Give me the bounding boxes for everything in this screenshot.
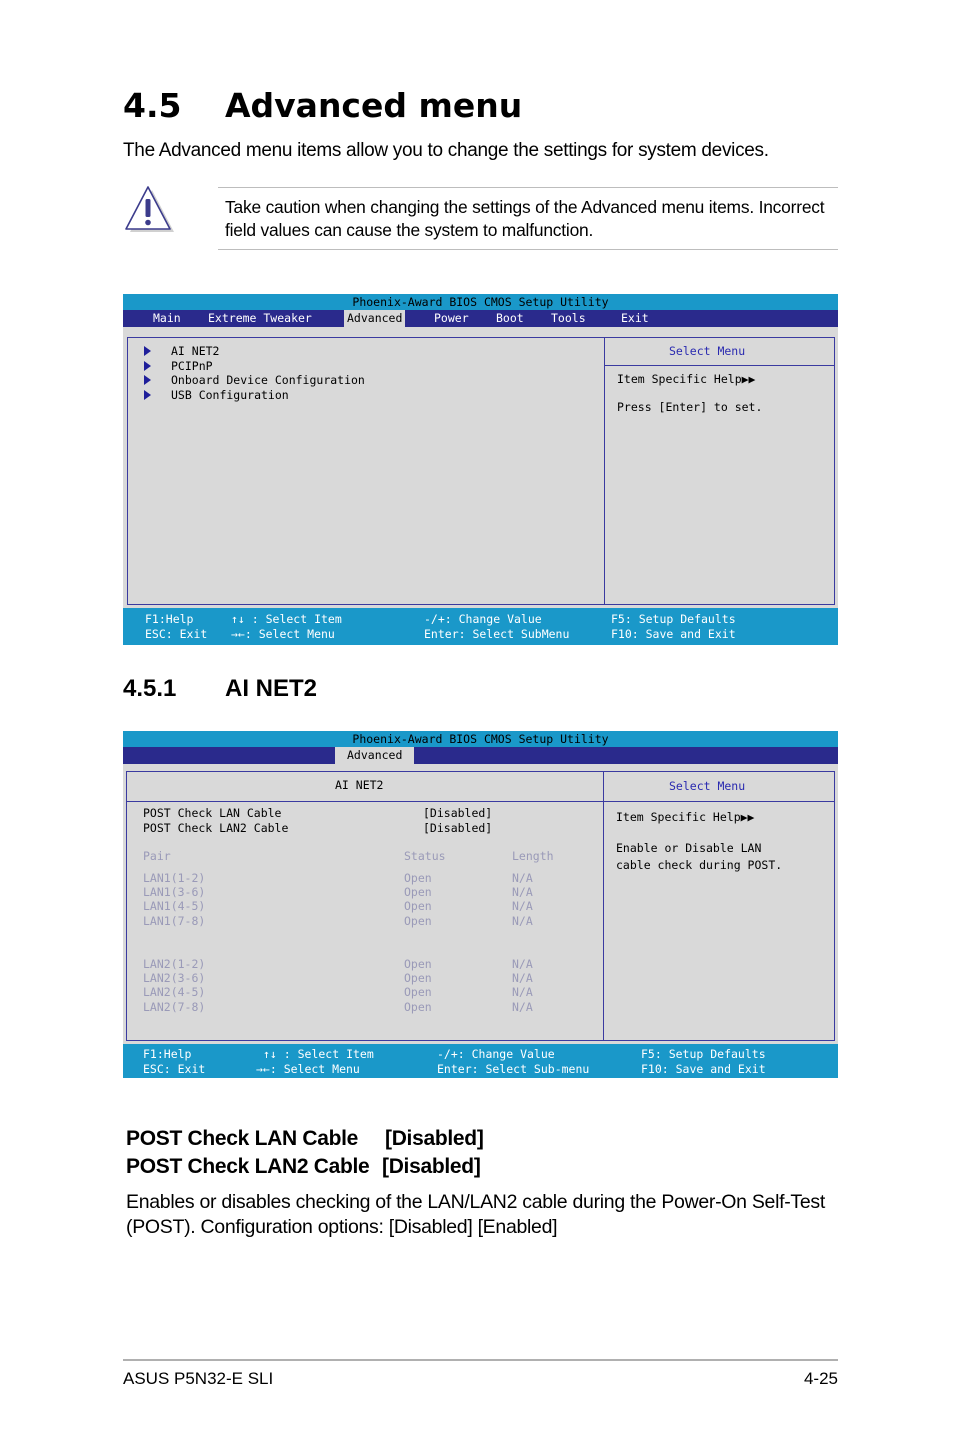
note-divider-top xyxy=(218,187,838,188)
option-label: POST Check LAN Cable xyxy=(126,1127,359,1150)
option-heading-lan xyxy=(126,1127,484,1151)
key-help: F1:Help xyxy=(143,1047,192,1061)
submenu-arrow-icon xyxy=(144,361,151,371)
lan1-status: Open xyxy=(404,871,432,885)
lan1-pair: LAN1(3-6) xyxy=(143,885,206,899)
lan2-pair: LAN2(1-2) xyxy=(143,957,206,971)
key-help: F1:Help xyxy=(145,612,194,626)
help-divider xyxy=(604,801,834,802)
key-change-value: -/+: Change Value xyxy=(437,1047,555,1061)
footer-divider xyxy=(123,1359,838,1361)
lan2-status: Open xyxy=(404,971,432,985)
key-select-item: ↑↓ : Select Item xyxy=(231,612,342,626)
setting-lan-cable-value[interactable]: [Disabled] xyxy=(423,806,493,820)
col-header-status: Status xyxy=(404,849,446,863)
col-header-pair: Pair xyxy=(143,849,171,863)
key-select-menu: →←: Select Menu xyxy=(231,627,335,641)
setting-lan-cable-label[interactable]: POST Check LAN Cable xyxy=(143,806,282,820)
pane-title: AI NET2 xyxy=(335,778,384,792)
key-save-exit: F10: Save and Exit xyxy=(611,627,736,641)
key-exit: ESC: Exit xyxy=(145,627,208,641)
help-text-line1: Enable or Disable LAN xyxy=(616,841,762,855)
key-save-exit: F10: Save and Exit xyxy=(641,1062,766,1076)
lan1-length: N/A xyxy=(512,914,533,928)
menu-advanced[interactable]: Advanced xyxy=(344,310,405,327)
help-header: Select Menu xyxy=(669,344,746,358)
lan2-pair: LAN2(7-8) xyxy=(143,1000,206,1014)
footer-page-number: 4-25 xyxy=(803,1369,838,1388)
lan2-status: Open xyxy=(404,957,432,971)
bios-help-pane xyxy=(604,337,835,605)
help-header: Select Menu xyxy=(669,779,746,793)
help-title: Item Specific Help▶▶ xyxy=(617,372,756,386)
section-name: Advanced menu xyxy=(225,86,523,125)
lan2-status: Open xyxy=(404,1000,432,1014)
key-change-value: -/+: Change Value xyxy=(424,612,542,626)
submenu-arrow-icon xyxy=(144,390,151,400)
menu-extreme-tweaker[interactable]: Extreme Tweaker xyxy=(208,311,312,325)
option-label: POST Check LAN2 Cable xyxy=(126,1155,370,1178)
bios-screen-ai-net2 xyxy=(123,731,838,1078)
subsection-number: 4.5.1 xyxy=(123,675,177,702)
intro-text: The Advanced menu items allow you to change the settings for system devices. xyxy=(123,140,769,161)
pane-divider xyxy=(127,801,603,802)
help-text-line2: cable check during POST. xyxy=(616,858,783,872)
menu-item-onboard-device[interactable]: Onboard Device Configuration xyxy=(171,373,365,387)
bios-item-pane xyxy=(127,337,605,605)
key-select-menu: →←: Select Menu xyxy=(256,1062,360,1076)
lan2-length: N/A xyxy=(512,985,533,999)
warning-icon xyxy=(124,186,176,236)
lan1-pair: LAN1(7-8) xyxy=(143,914,206,928)
submenu-arrow-icon xyxy=(144,346,151,356)
subsection-name: AI NET2 xyxy=(225,675,318,702)
submenu-arrow-icon xyxy=(144,375,151,385)
lan2-status: Open xyxy=(404,985,432,999)
lan1-length: N/A xyxy=(512,899,533,913)
help-title: Item Specific Help▶▶ xyxy=(616,810,755,824)
key-select-submenu: Enter: Select SubMenu xyxy=(424,627,570,641)
double-arrow-icon: ▶▶ xyxy=(740,810,755,824)
lan1-pair: LAN1(4-5) xyxy=(143,899,206,913)
lan1-length: N/A xyxy=(512,871,533,885)
key-select-item: ↑↓ : Select Item xyxy=(263,1047,374,1061)
setting-lan2-cable-value[interactable]: [Disabled] xyxy=(423,821,493,835)
menu-item-usb-config[interactable]: USB Configuration xyxy=(171,388,289,402)
lan2-length: N/A xyxy=(512,1000,533,1014)
menu-power[interactable]: Power xyxy=(434,311,469,325)
bios-title: Phoenix-Award BIOS CMOS Setup Utility xyxy=(123,731,838,747)
menu-boot[interactable]: Boot xyxy=(496,311,524,325)
section-number: 4.5 xyxy=(123,86,182,125)
menu-advanced[interactable]: Advanced xyxy=(335,747,414,764)
option-heading-lan2 xyxy=(126,1155,481,1179)
menu-item-ai-net2[interactable]: AI NET2 xyxy=(171,344,220,358)
lan1-status: Open xyxy=(404,885,432,899)
option-value: [Disabled] xyxy=(385,1127,484,1150)
bios-key-legend xyxy=(123,1044,838,1078)
setting-lan2-cable-label[interactable]: POST Check LAN2 Cable xyxy=(143,821,289,835)
lan1-length: N/A xyxy=(512,885,533,899)
bios-help-pane xyxy=(603,771,835,1041)
menu-exit[interactable]: Exit xyxy=(621,311,649,325)
menu-item-pcipnp[interactable]: PCIPnP xyxy=(171,359,213,373)
section-title xyxy=(123,86,522,125)
menu-main[interactable]: Main xyxy=(153,311,181,325)
key-select-submenu: Enter: Select Sub-menu xyxy=(437,1062,590,1076)
footer-product: ASUS P5N32-E SLI xyxy=(123,1369,274,1388)
bios-screen-advanced xyxy=(123,294,838,645)
bios-key-legend xyxy=(123,608,838,645)
key-exit: ESC: Exit xyxy=(143,1062,206,1076)
option-description: Enables or disables checking of the LAN/LAN2 cable during the Power-On Self-Test (POST). Configuration options: [Disabled] [Enabled] xyxy=(126,1191,825,1238)
lan1-status: Open xyxy=(404,914,432,928)
lan2-length: N/A xyxy=(512,971,533,985)
col-header-length: Length xyxy=(512,849,554,863)
option-value: [Disabled] xyxy=(382,1155,481,1178)
key-setup-defaults: F5: Setup Defaults xyxy=(641,1047,766,1061)
bios-menu-bar xyxy=(123,310,838,327)
lan2-pair: LAN2(3-6) xyxy=(143,971,206,985)
lan1-status: Open xyxy=(404,899,432,913)
caution-note: Take caution when changing the settings of the Advanced menu items. Incorrect field values can cause the system to malfunction. xyxy=(225,197,825,240)
bios-item-pane xyxy=(126,771,604,1041)
help-text: Press [Enter] to set. xyxy=(617,400,763,414)
subsection-title xyxy=(123,675,317,703)
lan2-length: N/A xyxy=(512,957,533,971)
help-divider xyxy=(605,365,834,366)
key-setup-defaults: F5: Setup Defaults xyxy=(611,612,736,626)
double-arrow-icon: ▶▶ xyxy=(741,372,756,386)
lan2-pair: LAN2(4-5) xyxy=(143,985,206,999)
menu-tools[interactable]: Tools xyxy=(551,311,586,325)
note-divider-bottom xyxy=(218,249,838,250)
lan1-pair: LAN1(1-2) xyxy=(143,871,206,885)
bios-title: Phoenix-Award BIOS CMOS Setup Utility xyxy=(123,294,838,310)
bios-menu-bar xyxy=(123,747,838,764)
